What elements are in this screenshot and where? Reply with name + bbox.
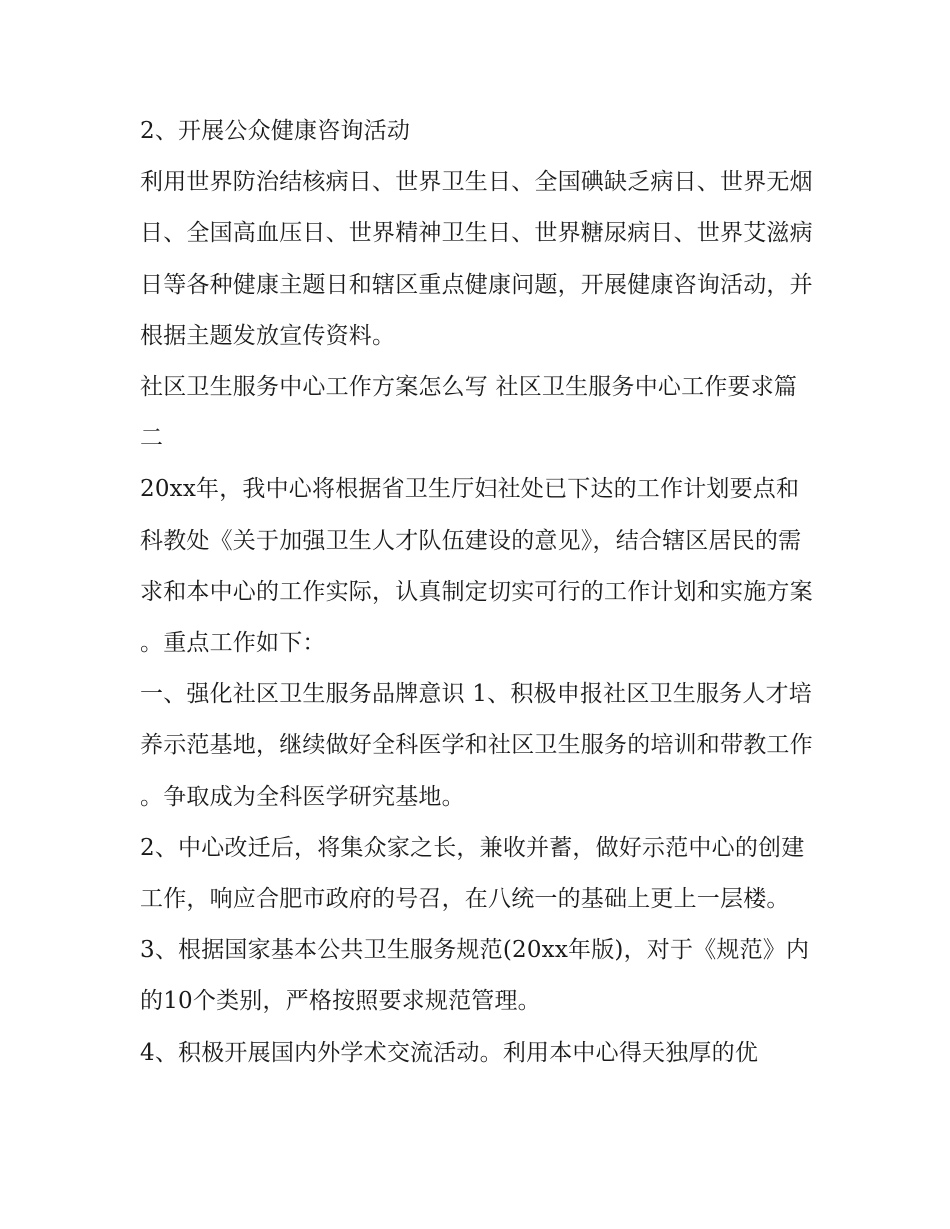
paragraph-brand-awareness: 一、强化社区卫生服务品牌意识 1、积极申报社区卫生服务人才培养示范基地，继续做好全科医学和社区卫生服务的培训和带教工作。争取成为全科医学研究基地。 xyxy=(140,681,813,810)
paragraph-health-consultation-heading: 2、开展公众健康咨询活动 xyxy=(140,118,411,144)
document-body xyxy=(140,106,820,1079)
paragraph-annual-plan-intro: 20xx年，我中心将根据省卫生厅妇社处已下达的工作计划要点和科教处《关于加强卫生人才队伍建设的意见》，结合辖区居民的需求和本中心的工作实际，认真制定切实可行的工作计划和实施方案。重点工作如下： xyxy=(140,476,813,657)
paragraph-demonstration-center: 2、中心改迁后，将集众家之长，兼收并蓄，做好示范中心的创建工作，响应合肥市政府的号召，在八统一的基础上更上一层楼。 xyxy=(140,834,805,913)
paragraph-section-two-title: 社区卫生服务中心工作方案怎么写 社区卫生服务中心工作要求篇二 xyxy=(140,374,798,452)
paragraph-service-standards: 3、根据国家基本公共卫生服务规范(20xx年版)，对于《规范》内的10个类别，严格按照要求规范管理。 xyxy=(140,937,810,1015)
paragraph-academic-exchange: 4、积极开展国内外学术交流活动。利用本中心得天独厚的优 xyxy=(140,1039,759,1066)
paragraph-health-days: 利用世界防治结核病日、世界卫生日、全国碘缺乏病日、世界无烟日、全国高血压日、世界精神卫生日、世界糖尿病日、世界艾滋病日等各种健康主题日和辖区重点健康问题，开展健康咨询活动，并根据主题发放宣传资料。 xyxy=(140,169,813,349)
